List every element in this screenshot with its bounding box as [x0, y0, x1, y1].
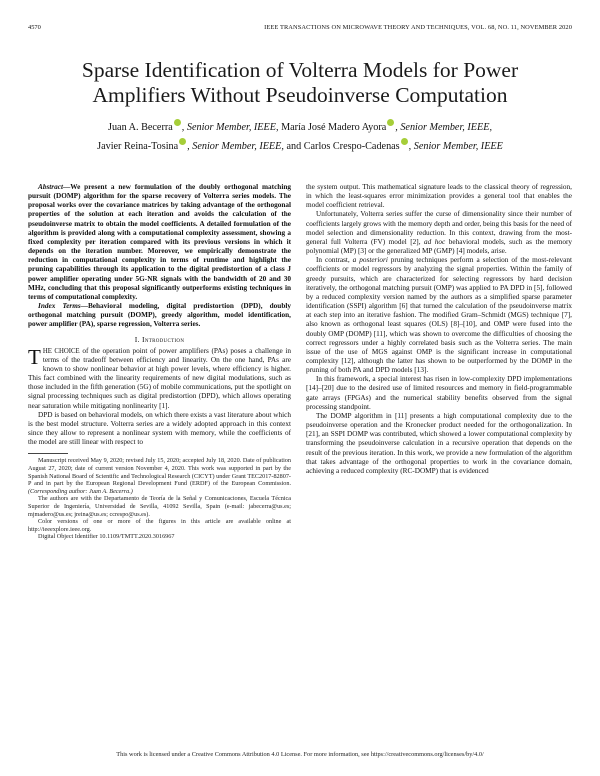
abstract-text: We present a new formulation of the doubly orthogonal matching pursuit (DOMP) algorithm for the sparse recovery of Volterra series models. The proposal works over the covariance matrices by taking advantage of the orthogonal properties of the solution at each iteration and avoids the calculation of the pseudoinverse matrix to obtain the model coefficients. A detailed formulation of the algorithm is provided along with a computational complexity assessment, showing a fixed complexity per iteration compared with its previous versions in which it depends on the iteration number. Moreover, we empirically demonstrate the reduction in computational complexity in terms of runtime and highlight the pruning capabilities through its application to the digital predistortion of a class J power amplifier operating under 5G-NR signals with the bandwidth of 20 and 30 MHz, concluding that this proposal significantly outperforms existing techniques in terms of computational complexity.	[28, 183, 291, 301]
page-number: 4570	[28, 24, 41, 31]
paragraph: The DOMP algorithm in [11] presents a high computational complexity due to the pseudoinverse operation and the Kronecker product needed for the orthogonalization. In [21], an SSPI DOMP was contributed, which showed a lower computational complexity by transforming the pseudoinverse calculation in a recursive operation that depends on the result of the previous iteration. In this work, we provide a new formulation of the algorithm that takes advantage of the orthogonal properties to work in the covariance domain, achieving a reduced complexity (RC-DOMP) that is evidenced	[306, 411, 572, 475]
running-header	[28, 24, 572, 34]
index-terms	[28, 302, 291, 329]
index-terms-label: Index Terms—	[38, 302, 88, 311]
footnote-affiliation: The authors are with the Departamento de Teoría de la Señal y Comunicaciones, Escuela Técnica Superior de Ingeniería, Universidad de Sevilla, 41092 Sevilla, Spain (e-mail: jabecerra@us.es; mjmadero@us.es; jreina@us.es; ccrespo@us.es).	[28, 495, 291, 518]
journal-name: IEEE TRANSACTIONS ON MICROWAVE THEORY AND TECHNIQUES, VOL. 68, NO. 11, NOVEMBER 2020	[264, 24, 572, 31]
title-line-2: Amplifiers Without Pseudoinverse Computation	[92, 83, 508, 107]
footnotes	[28, 453, 291, 541]
intro-text: of the operation point of power amplifiers (PAs) poses a challenge in terms of the tradeoff between efficiency and linearity. On the one hand, PAs are known to show nonlinear behavior at high power levels, where efficiency is higher. This fact combined with the linearity requirements of new digital modulations, such as those included in the fifth generation (5G) of mobile communications, put the spotlight on signal processing techniques such as digital predistortion (DPD), which allows operating near saturation while mitigating nonlinearity [1].	[28, 346, 292, 410]
footnote-rule	[28, 453, 68, 454]
paragraph: Unfortunately, Volterra series suffer the curse of dimensionality since their number of coefficients largely grows with the memory depth and order, being this basis for the need of model selection and dimensionality reduction. In this context, drawing from the most-general full Volterra (FV) model [2], ad hoc behavioral models, such as the memory polynomial (MP) [3] or the generalized MP (GMP) [4] models, arise.	[306, 210, 573, 256]
author-name: and Carlos Crespo-Cadenas	[283, 141, 400, 152]
footnote-color: Color versions of one or more of the figures in this article are available online at http://ieeexplore.ieee.org.	[28, 518, 291, 533]
abstract-label: Abstract—	[38, 183, 71, 191]
abstract	[28, 183, 291, 302]
paragraph: In this framework, a special interest has risen in low-complexity DPD implementations [14]–[20] due to the desired use of limited resources and memory in field-programmable gate arrays (FPGAs) and the numerical stability benefits observed from the signal processing standpoint.	[306, 375, 572, 411]
intro-paragraph	[28, 344, 292, 411]
intro-smallcaps: HE CHOICE	[42, 347, 80, 355]
paper-title	[30, 58, 570, 108]
paragraph: In contrast, a posteriori pruning techniques perform a selection of the most-relevant coefficients or model regressors by analyzing the signal properties. Within the family of greedy pursuits, which are characterized for selecting regressors by hard decision iteratively, the orthogonal matching pursuit (OMP) was applied to PA DPD in [5], followed by a reduced complexity version named by the authors as a simplified sparse parameter identification (SSPI) algorithm [6] that turned the calculation of the pseudoinverse matrix at each step into an iterative fashion. The modified Gram–Schmidt (MGS) technique [7], also known as orthogonal least squares (OLS) [8]–[10], and OMP were fused into the doubly OMP (DOMP) [11], which was shown to overcome the difficulties of choosing the correct regressors under a highly correlated basis such as the Volterra series. The main issue of the use of MGS against OMP is the significant increase in computational complexity [12], although the latter has shown to be outperformed by the DOMP in the pruning of both PA and DPD models [13].	[306, 256, 572, 375]
title-line-1: Sparse Identification of Volterra Models for Power	[81, 58, 519, 82]
orcid-icon[interactable]	[387, 119, 394, 126]
author-role: , Senior Member, IEEE	[408, 141, 503, 152]
author-name: María José Madero Ayora	[278, 122, 387, 133]
orcid-icon[interactable]	[179, 138, 186, 145]
author-role: , Senior Member, IEEE,	[181, 122, 279, 133]
paragraph: the system output. This mathematical signature leads to the classical theory of regression, in which the least-squares error minimization provides a general tool that enables the model coefficient retrieval.	[306, 183, 572, 210]
license-notice: This work is licensed under a Creative Commons Attribution 4.0 License. For more information, see https://creativecommons.org/licenses/by/4.0/	[116, 751, 484, 758]
author-role: , Senior Member, IEEE,	[395, 122, 492, 133]
author-line-2	[30, 137, 570, 156]
section-heading: I. Introduction	[134, 334, 185, 344]
drop-cap: T	[28, 344, 41, 369]
right-column	[306, 183, 572, 476]
orcid-icon[interactable]	[401, 138, 408, 145]
index-terms-text: Behavioral modeling, digital predistortion (DPD), doubly orthogonal matching pursuit (DOMP), greedy algorithm, model identification, power amplifier (PA), sparse regression, Volterra series.	[28, 302, 292, 329]
author-name: Javier Reina-Tosina	[97, 141, 179, 152]
author-list	[30, 118, 570, 156]
left-column	[28, 183, 291, 541]
author-line-1	[30, 118, 570, 137]
paragraph: DPD is based on behavioral models, on which there exists a vast literature about which is the best model structure. Volterra series are a widely adopted approach in this context since they allow to represent a nonlinear system with memory, while the coefficients of the model are still linear with respect to	[28, 410, 291, 447]
footnote-manuscript: Manuscript received May 9, 2020; revised July 15, 2020; accepted July 18, 2020. Date of publication August 27, 2020; date of current version November 4, 2020. This work was supported in part by the Spanish National Board of Scientific and Technological Research (CICYT) under Grant TEC2017-82807-P and in part by the European Regional Development Fund (ERDF) of the European Commission. (Corresponding author: Juan A. Becerra.)	[28, 457, 291, 495]
footnote-doi: Digital Object Identifier 10.1109/TMTT.2020.3016967	[38, 533, 175, 541]
orcid-icon[interactable]	[174, 119, 181, 126]
author-role: , Senior Member, IEEE,	[187, 141, 284, 152]
author-name: Juan A. Becerra	[107, 122, 173, 133]
